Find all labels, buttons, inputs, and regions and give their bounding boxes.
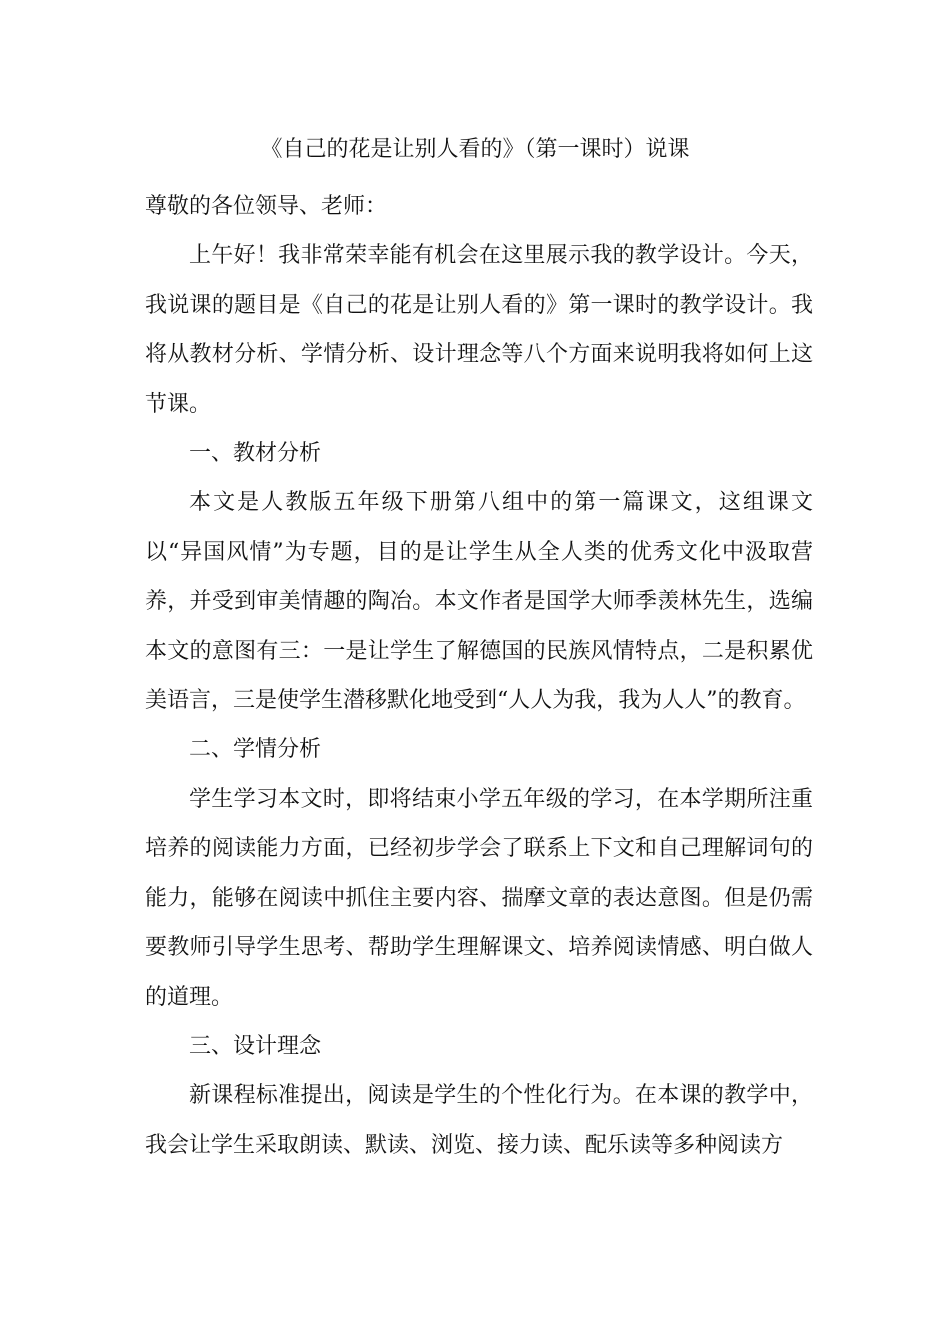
paragraph-textbook-analysis: 本文是人教版五年级下册第八组中的第一篇课文，这组课文以“异国风情”为专题，目的是让学生从全人类的优秀文化中汲取营养，并受到审美情趣的陶冶。本文作者是国学大师季羡林先生，选编本文的意图有三：一是让学生了解德国的民族风情特点，二是积累优美语言，三是使学生潜移默化地受到“人人为我，我为人人”的教育。 [145,490,813,714]
document-body [145,182,813,1170]
paragraph-design-concept: 新课程标准提出，阅读是学生的个性化行为。在本课的教学中，我会让学生采取朗读、默读、浏览、接力读、配乐读等多种阅读方 [145,1083,813,1158]
paragraph-student-analysis: 学生学习本文时，即将结束小学五年级的学习，在本学期所注重培养的阅读能力方面，已经初步学会了联系上下文和自己理解词句的能力，能够在阅读中抓住主要内容、揣摩文章的表达意图。但是仍需要教师引导学生思考、帮助学生理解课文、培养阅读情感、明白做人的道理。 [145,786,813,1010]
greeting: 尊敬的各位领导、老师： [145,194,388,219]
paragraph-intro: 上午好！我非常荣幸能有机会在这里展示我的教学设计。今天，我说课的题目是《自己的花是让别人看的》第一课时的教学设计。我将从教材分析、学情分析、设计理念等八个方面来说明我将如何上这节课。 [145,243,813,417]
section-heading-student-analysis: 二、学情分析 [189,737,322,763]
document-title: 《自己的花是让别人看的》（第一课时）说课 [260,137,690,162]
section-heading-textbook-analysis: 一、教材分析 [189,441,322,467]
section-heading-design-concept: 三、设计理念 [189,1033,322,1059]
